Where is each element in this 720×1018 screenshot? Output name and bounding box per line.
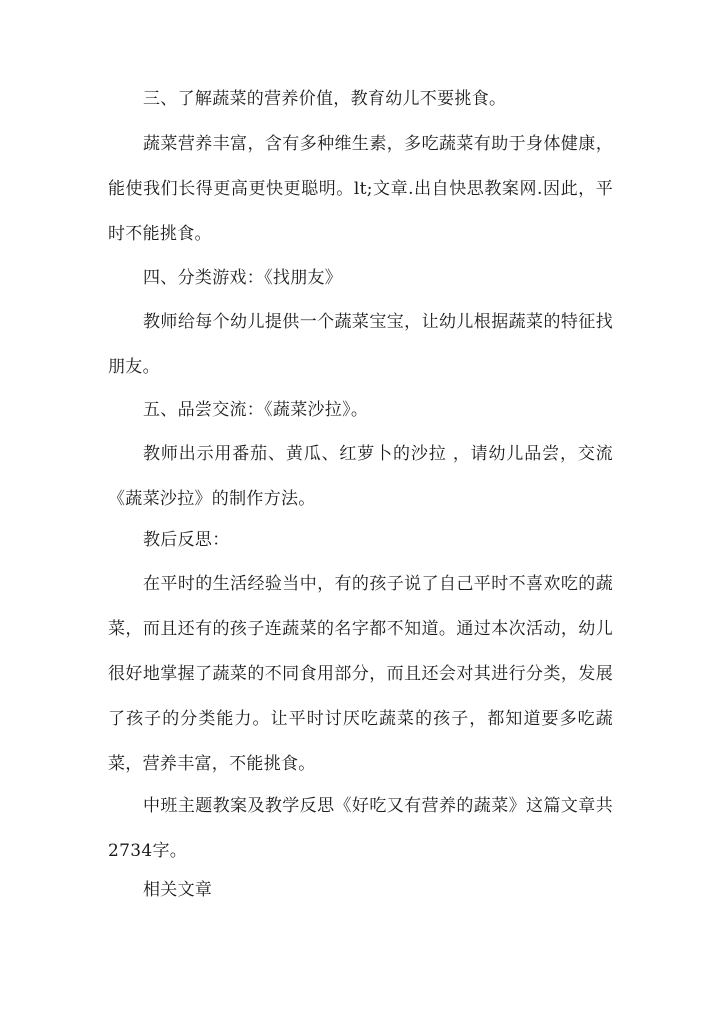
section-four-heading: 四、分类游戏：《找朋友》 (143, 268, 343, 288)
reflection-heading: 教后反思： (143, 530, 230, 550)
section-three-body: 蔬菜营养丰富，含有多种维生素，多吃蔬菜有助于身体健康，能使我们长得更高更快更聪明。lt;文章.出自快思教案网.因此，平时不能挑食。 (108, 134, 613, 244)
article-summary: 中班主题教案及教学反思《好吃又有营养的蔬菜》这篇文章共2734字。 (108, 796, 613, 861)
section-five-body: 教师出示用番茄、黄瓜、红萝卜的沙拉 ，请幼儿品尝，交流《蔬菜沙拉》的制作方法。 (108, 444, 613, 509)
reflection-body: 在平时的生活经验当中，有的孩子说了自己平时不喜欢吃的蔬菜，而且还有的孩子连蔬菜的名字都不知道。通过本次活动，幼儿很好地掌握了蔬菜的不同食用部分，而且还会对其进行分类，发展了孩子的分类能力。让平时讨厌吃蔬菜的孩子，都知道要多吃蔬菜，营养丰富，不能挑食。 (108, 574, 613, 774)
related-articles-heading: 相关文章 (143, 880, 213, 900)
section-three-heading: 三、了解蔬菜的营养价值，教育幼儿不要挑食。 (143, 89, 507, 109)
section-five-heading: 五、品尝交流：《蔬菜沙拉》。 (143, 400, 369, 420)
section-four-body: 教师给每个幼儿提供一个蔬菜宝宝，让幼儿根据蔬菜的特征找朋友。 (108, 312, 613, 377)
